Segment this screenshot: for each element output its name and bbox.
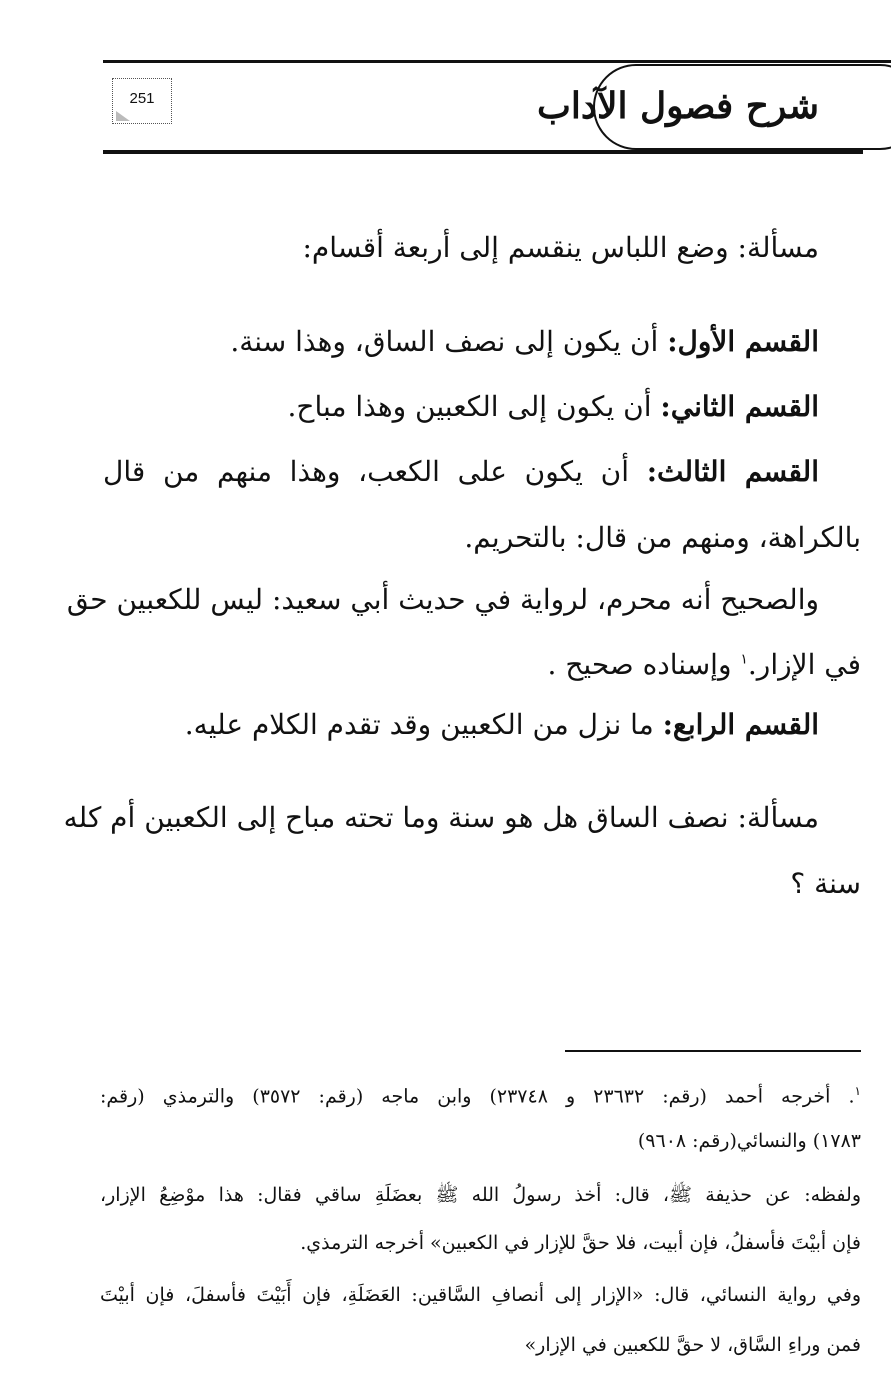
footnote-1-line-1: $^١$. أخرجه أحمد (رقم: ٢٣٦٣٢ و ٢٣٧٤٨) وابن ماجه (رقم: ٣٥٧٢) والترمذي (رقم: — [100, 1084, 861, 1108]
section-3-heading: القسم الثالث: — [646, 455, 819, 488]
section-4-line: القسم الرابع: ما نزل من الكعبين وقد تقدم الكلام عليه. — [184, 708, 819, 741]
footnote-ref[interactable]: ١ — [740, 651, 748, 668]
footnote-1-line-3: ولفظه: عن حذيفة ﷺ، قال: أخذ رسولُ الله ﷺ بعضَلَةِ ساقي فقال: هذا موْضِعُ الإزار، — [100, 1184, 861, 1206]
section-1-line: القسم الأول: أن يكون إلى نصف الساق، وهذا سنة. — [230, 325, 819, 358]
section-2-heading: القسم الثاني: — [660, 390, 819, 423]
section-4-heading: القسم الرابع: — [662, 708, 819, 741]
footnote-1-line-4: فإن أبيْتَ فأسفلُ، فإن أبيت، فلا حقَّ للإزار في الكعبين» أخرجه الترمذي. — [300, 1232, 861, 1254]
issue-2-continuation: سنة ؟ — [790, 867, 861, 900]
correct-opinion-continuation: في الإزار.$^١$ وإسناده صحيح . — [547, 648, 861, 681]
header-top-rule — [103, 60, 891, 63]
section-3-continuation: بالكراهة، ومنهم من قال: بالتحريم. — [464, 521, 861, 554]
footnote-separator — [565, 1050, 861, 1052]
book-title: شرح فصول الآداب — [537, 85, 819, 127]
section-1-heading: القسم الأول: — [667, 325, 819, 358]
header-bottom-rule — [103, 150, 863, 154]
section-3-line: القسم الثالث: أن يكون على الكعب، وهذا منهم من قال — [103, 455, 819, 488]
page-curl-icon — [116, 111, 130, 121]
issue-1-line: مسألة: وضع اللباس ينقسم إلى أربعة أقسام: — [302, 231, 819, 264]
page-number: 251 — [129, 90, 155, 107]
correct-opinion-line: والصحيح أنه محرم، لرواية في حديث أبي سعيد: ليس للكعبين حق — [66, 583, 819, 616]
page-number-tag — [112, 78, 172, 124]
issue-2-line: مسألة: نصف الساق هل هو سنة وما تحته مباح إلى الكعبين أم كله — [63, 801, 819, 834]
footnote-1-line-2: ١٧٨٣) والنسائي(رقم: ٩٦٠٨) — [637, 1130, 861, 1152]
footnote-1-line-5: وفي رواية النسائي، قال: «الإزار إلى أنصافِ السَّاقين: العَضَلَةِ، فإن أَبَيْتَ فأسفلَ، فإن أبيْتَ — [100, 1284, 861, 1306]
section-2-line: القسم الثاني: أن يكون إلى الكعبين وهذا مباح. — [287, 390, 819, 423]
footnote-1-line-6: فمن وراءِ السَّاق، لا حقَّ للكعبين في الإزار» — [524, 1334, 861, 1356]
